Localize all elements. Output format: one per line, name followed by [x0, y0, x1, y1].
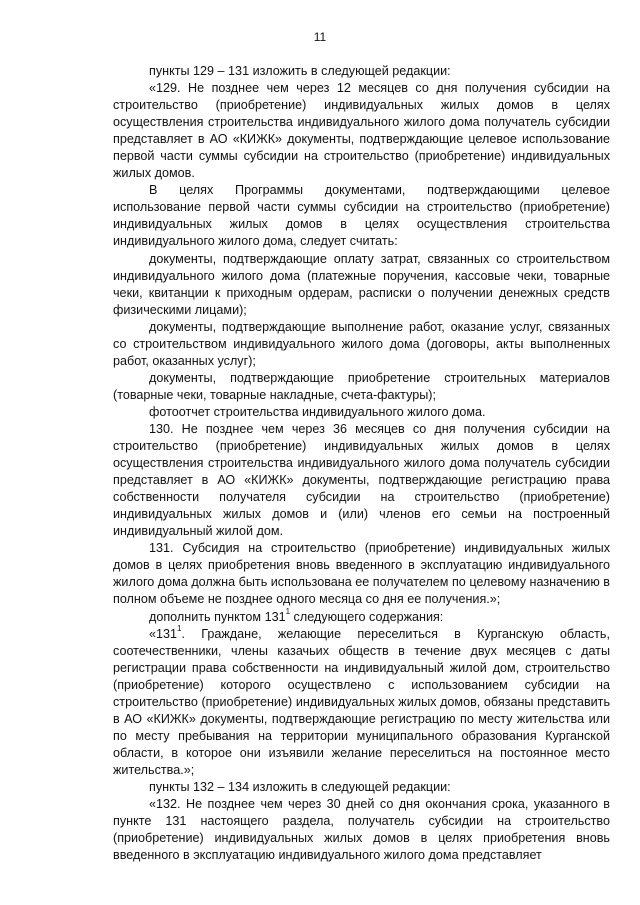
text-segment: дополнить пунктом 131: [149, 609, 286, 624]
paragraph-131: 131. Субсидия на строительство (приобретение) индивидуальных жилых домов в целях приобретения вновь введенного в эксплуатацию индивидуального жилого дома должна быть использована ее получателем по целевому назначению в полном объеме не позднее одного месяца со дня ее получения.»;: [113, 541, 610, 607]
paragraph-photo-report: фотоотчет строительства индивидуального жилого дома.: [149, 404, 486, 419]
paragraph-documents-intro: В целях Программы документами, подтверждающими целевое использование первой части суммы субсидии на строительство (приобретение) индивидуальных жилых домов в целях осуществления строительства индивидуального жилого дома, следует считать:: [113, 183, 610, 249]
superscript: 1: [177, 624, 182, 634]
text-segment: следующего содержания:: [290, 609, 444, 624]
document-body: [113, 63, 610, 864]
text-segment: «131: [149, 626, 178, 641]
paragraph-130: 130. Не позднее чем через 36 месяцев со дня получения субсидии на строительство (приобретение) индивидуальных жилых домов в целях осуществления строительства индивидуального жилого дома получатель субсидии представляет в АО «КИЖК» документы, подтверждающие регистрацию права собственности получателя субсидии на строительство (приобретение) индивидуальных жилых домов и (или) членов его семьи на построенный индивидуальный жилой дом.: [113, 421, 610, 539]
paragraph-129: «129. Не позднее чем через 12 месяцев со дня получения субсидии на строительство (приобретение) индивидуальных жилых домов в целях осуществления строительства индивидуального жилого дома получатель субсидии представляет в АО «КИЖК» документы, подтверждающие целевое использование первой части суммы субсидии на строительство (приобретение) индивидуальных жилых домов.: [113, 81, 610, 181]
paragraph-131-1: [113, 626, 610, 779]
paragraph-payment-docs: документы, подтверждающие оплату затрат, связанных со строительством индивидуального жилого дома (платежные поручения, кассовые чеки, товарные чеки, квитанции к приходным ордерам, расписки о получении денежных средств физическими лицами);: [113, 251, 610, 317]
paragraph-materials-docs: документы, подтверждающие приобретение строительных материалов (товарные чеки, товарные накладные, счета-фактуры);: [113, 370, 610, 402]
text-segment: . Граждане, желающие переселиться в Курганскую область, соотечественники, члены казачьих обществ в течение двух месяцев с даты регистрации права собственности на индивидуальный жилой дом, строительство (приобретение) которого осуществлено с использованием субсидии на строительство (приобретение) индивидуальных жилых домов, обязаны представить в АО «КИЖК» документы, подтверждающие регистрацию по месту жительства или по месту пребывания на территории муниципального образования Курганской области, в которое они изъявили желание переселиться на постоянное место жительства.»;: [113, 626, 610, 777]
paragraph-add-131-1: [113, 609, 610, 626]
page-number: 11: [313, 30, 327, 44]
paragraph-intro-129: пункты 129 – 131 изложить в следующей редакции:: [149, 64, 451, 78]
paragraph-intro-132: пункты 132 – 134 изложить в следующей редакции:: [149, 779, 451, 794]
superscript: 1: [285, 607, 291, 617]
paragraph-works-docs: документы, подтверждающие выполнение работ, оказание услуг, связанных со строительством индивидуального жилого дома (договоры, акты выполненных работ, оказанных услуг);: [113, 319, 610, 368]
paragraph-132: «132. Не позднее чем через 30 дней со дня окончания срока, указанного в пункте 131 настоящего раздела, получатель субсидии на строительство (приобретение) индивидуальных жилых домов в целях приобретения вновь введенного в эксплуатацию индивидуального жилого дома представляет: [113, 797, 610, 863]
